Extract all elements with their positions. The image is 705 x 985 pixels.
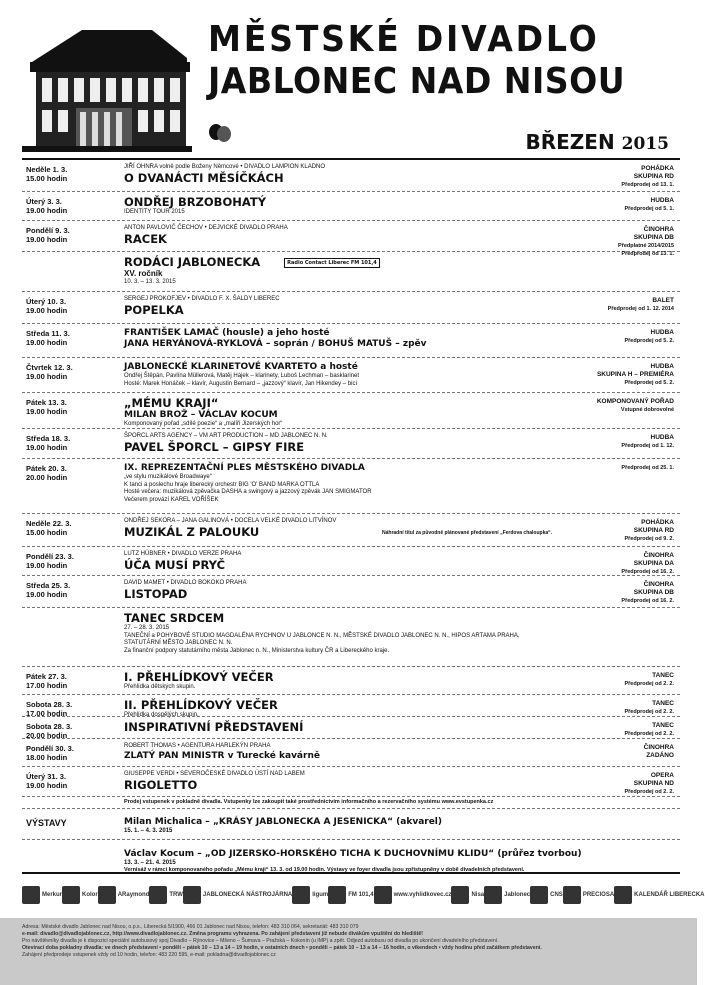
event-row [22, 252, 680, 292]
footer-contacts: e-mail: divadlo@divadlojablonec.cz, http://www.divadlojablonec.cz. Změna programu vyhrazena. Po zahájení představení již nebude divákům vpuštění do hlediště! [22, 931, 423, 937]
event-title [124, 256, 554, 269]
sponsor-name: JABLONECKÁ NÁSTROJÁRNA [202, 892, 293, 898]
event-presale: Předprodej od 1. 12. 2014 [607, 306, 674, 312]
sponsor-mark-icon [530, 886, 548, 904]
event-title [124, 397, 554, 410]
event-title-text: RIGOLETTO [124, 777, 198, 792]
event-group: SKUPINA RD [633, 527, 674, 534]
event-genre: ČINOHRA [643, 552, 674, 559]
event-category [534, 744, 674, 760]
event-genre: TANEC [652, 672, 674, 679]
footer-address: Adresa: Městské divadlo Jablonec nad Nisou, o.p.s., Liberecká 5/1900, 466 01 Jablonec nad Nisou, telefon: 483 310 064, sekretariát: 483 310 079 [22, 924, 359, 930]
event-row [22, 695, 680, 717]
event-presale: Předprodej od 2. 2. [624, 789, 674, 795]
event-date [26, 434, 116, 452]
radio-logo: Radio Contact Liberec FM 101,4 [284, 258, 380, 268]
event-row [22, 576, 680, 608]
event-category [534, 329, 674, 345]
sponsor-logo [149, 886, 183, 904]
sponsor-logo [451, 886, 484, 904]
sponsor-mark-icon [563, 886, 581, 904]
sponsor-name: www.vyhlidkovec.cz [393, 892, 452, 898]
event-date [26, 226, 116, 244]
event-body [124, 671, 554, 692]
sponsor-name: TRW [169, 892, 183, 898]
event-title-text: II. PŘEHLÍDKOVÝ VEČER [124, 698, 278, 712]
event-credit: ANTON PAVLOVIČ ČECHOV • DEJVICKÉ DIVADLO PRAHA [124, 225, 288, 231]
event-row [22, 393, 680, 429]
event-body [124, 463, 554, 504]
sponsor-mark-icon [614, 886, 632, 904]
sponsor-logo [22, 886, 62, 904]
event-title-text: RACEK [124, 231, 167, 246]
sponsor-name: ARaymond [117, 892, 150, 898]
event-detail: Za finanční podpory statutárního města Jablonec n. N., Ministerstva kultury ČR a Libereckého kraje. [124, 647, 390, 654]
event-detail: K tanci a poslechu hraje liberecký orchestr BIG 'O' BAND MARKA OTTLA [124, 481, 320, 488]
footer-hours: Otevírací doba pokladny divadla: ve dnech představení • pondělí – pátek 10 – 13 a 14 – 19 hodin, v ostatních dnech • pondělí – pátek 10 – 13 a 14 – 16 hodin, o víkendech • vždy hodinu před začátkem představení. [22, 945, 542, 951]
sponsor-mark-icon [328, 886, 346, 904]
event-title [124, 304, 554, 317]
event-row [22, 547, 680, 576]
event-credit: SERGEJ PROKOFJEV • DIVADLO F. X. ŠALDY LIBEREC [124, 296, 280, 302]
event-group: SKUPINA DB [633, 589, 674, 596]
event-title [124, 588, 554, 601]
exhibition-2-title: Václav Kocum – „OD JIZERSKO-HORSKÉHO TICHA K DUCHOVNÍMU KLIDU“ (průřez tvorbou) [124, 848, 582, 859]
event-time: 19.00 hodin [26, 206, 68, 215]
program-list [22, 160, 680, 873]
event-time: 19.00 hodin [26, 781, 68, 790]
sponsor-name: Jablonec [504, 892, 531, 898]
event-title [124, 671, 554, 684]
event-date [26, 329, 116, 347]
event-day: Sobota 28. 3. [26, 700, 73, 709]
event-title [124, 559, 554, 572]
event-time: 15.00 hodin [26, 174, 68, 183]
event-time: 19.00 hodin [26, 306, 68, 315]
event-time: 19.00 hodin [26, 235, 68, 244]
exhibition-2-date: 13. 3. – 21. 4. 2015 [124, 859, 176, 866]
event-day: Sobota 28. 3. [26, 722, 73, 731]
event-detail: „ve stylu muzikálové Broadwaye“ [124, 474, 212, 480]
event-date [26, 700, 116, 718]
event-row [22, 459, 680, 514]
event-genre: HUDBA [650, 329, 674, 336]
event-presale: Předprodej od 1. 12. [621, 443, 674, 449]
month-name: BŘEZEN [525, 130, 615, 154]
event-presale: Předprodej od 5. 2. [624, 338, 674, 344]
event-presale: Předprodej od 13. 1. [621, 182, 674, 188]
event-title-text: IX. REPREZENTAČNÍ PLES MĚSTSKÉHO DIVADLA [124, 463, 365, 473]
event-detail: IDENTITY TOUR 2015 [124, 209, 185, 215]
event-category [534, 772, 674, 796]
event-title-text: ONDŘEJ BRZOBOHATÝ [124, 195, 267, 209]
event-day: Úterý 31. 3. [26, 772, 67, 781]
sponsor-mark-icon [62, 886, 80, 904]
event-body [124, 397, 554, 429]
event-genre: TANEC [652, 722, 674, 729]
event-title [124, 172, 554, 185]
event-title [124, 612, 554, 625]
event-credit: DAVID MAMET • DIVADLO BOKOKO PRAHA [124, 580, 247, 586]
event-row [22, 767, 680, 797]
event-title [124, 779, 554, 792]
sponsor-name: FM 101,4 [348, 892, 374, 898]
event-date [26, 744, 116, 762]
event-day: Středa 18. 3. [26, 434, 71, 443]
event-time: 20.00 hodin [26, 473, 68, 482]
event-group: SKUPINA H – PREMIÉRA [596, 371, 674, 378]
sponsor-mark-icon [22, 886, 40, 904]
event-title-text: TANEC SRDCEM [124, 611, 225, 625]
event-category [534, 165, 674, 189]
event-presale: Vstupné dobrovolné [620, 407, 674, 413]
event-note: Náhradní titul za původně plánované představení „Ferdova chaloupka“. [382, 530, 553, 536]
event-title-text: RODÁCI JABLONECKA [124, 255, 261, 269]
event-presale: Předprodej od 5. 1. [624, 206, 674, 212]
ticket-sale-text: Prodej vstupenek v pokladně divadla. Vstupenky lze zakoupit také prostřednictvím informačního a rezervačního systému www.evstupenka.cz [124, 799, 494, 805]
event-row [22, 667, 680, 695]
event-group: SKUPINA DB [633, 234, 674, 241]
footer-bus: Pro návštěvníky divadla je k dispozici speciální autobusový spoj Divadlo – Rýnovice – Mšeno – Šumava – Pražská – Kokonín (u IMP) a zpět. Odjezd autobusu od divadla po ukončení divadelního představení. [22, 938, 499, 944]
event-credit: ŠPORCL ARTS AGENCY – VM ART PRODUCTION – MD JABLONEC N. N. [124, 433, 328, 439]
event-time: 19.00 hodin [26, 590, 68, 599]
sponsor-logo [563, 886, 614, 904]
exhibition-2-note: Vernisáž v rámci komponovaného pořadu „Mému kraji“ 13. 3. od 19.00 hodin. Výstavy ve foyer divadla jsou zpřístupněny v době divadelních představení. [124, 867, 525, 873]
event-title [124, 328, 554, 339]
event-detail: Přehlídka dospělých skupin. [124, 712, 199, 718]
sponsor-logo [614, 886, 704, 904]
event-title-text: ZLATÝ PAN MINISTR v Turecké kavárně [124, 750, 320, 761]
exhibitions-label: VÝSTAVY [26, 818, 67, 828]
sponsor-name: Kolor [82, 892, 98, 898]
event-row [22, 192, 680, 221]
event-body [124, 433, 554, 454]
event-title-text: INSPIRATIVNÍ PŘEDSTAVENÍ [124, 720, 304, 734]
event-title-text: PAVEL ŠPORCL – GIPSY FIRE [124, 439, 305, 454]
event-detail: STATUTÁRNÍ MĚSTO JABLONEC N. N. [124, 640, 233, 646]
sponsor-logo [374, 886, 452, 904]
event-day: Pondělí 30. 3. [26, 744, 74, 753]
event-group: SKUPINA DA [633, 560, 674, 567]
sponsor-mark-icon [183, 886, 201, 904]
event-date [26, 297, 116, 315]
sponsor-name: ligum [312, 892, 329, 898]
event-detail: Večerem provází KAREL VOŘÍŠEK [124, 496, 219, 503]
sponsor-name: Merkur [42, 892, 63, 898]
event-genre: BALET [652, 297, 674, 304]
event-body [124, 164, 554, 185]
event-genre: HUDBA [650, 197, 674, 204]
event-date [26, 165, 116, 183]
event-credit: LUTZ HÜBNER • DIVADLO VERZE PRAHA [124, 551, 242, 557]
sponsor-logo [484, 886, 530, 904]
event-day: Pátek 13. 3. [26, 398, 67, 407]
event-genre: ČINOHRA [643, 581, 674, 588]
event-time: 19.00 hodin [26, 443, 68, 452]
event-genre: HUDBA [650, 434, 674, 441]
event-date [26, 398, 116, 416]
event-category [534, 722, 674, 738]
event-credit: GIUSEPPE VERDI • SEVEROČESKÉ DIVADLO ÚSTÍ NAD LABEM [124, 771, 305, 777]
event-category [534, 581, 674, 605]
event-day: Neděle 1. 3. [26, 165, 68, 174]
event-day: Pátek 27. 3. [26, 672, 67, 681]
event-group: SKUPINA ND [633, 780, 674, 787]
event-presale: Předprodej od 5. 2. [624, 380, 674, 386]
event-category [534, 363, 674, 387]
sponsor-mark-icon [484, 886, 502, 904]
event-time: 20.00 hodin [26, 731, 68, 740]
event-title [124, 233, 554, 246]
event-body [124, 196, 554, 217]
event-genre: OPERA [650, 772, 674, 779]
event-category [534, 700, 674, 716]
event-detail: Ondřej Štěpán, Pavlína Müllerová, Matěj Hájek – klarinety, Luboš Lechman – basklarinet [124, 373, 360, 379]
event-detail: 27. – 28. 3. 2015 [124, 625, 170, 631]
event-presale: Předprodej od 16. 2. [621, 598, 674, 604]
event-title-text: FRANTIŠEK LAMAČ (housle) a jeho hosté [124, 328, 330, 338]
event-title-2: MILAN BROŽ – VÁCLAV KOCUM [124, 410, 278, 420]
event-title [124, 751, 554, 762]
event-category [534, 464, 674, 472]
event-day: Pátek 20. 3. [26, 464, 67, 473]
footer-presale: Zahájení předprodeje vstupenek vždy od 10 hodin, telefon: 483 220 595, e-mail: pokladna@divadlojablonec.cz [22, 952, 276, 958]
event-time: 19.00 hodin [26, 561, 68, 570]
event-row [22, 358, 680, 393]
sponsor-logo [62, 886, 98, 904]
sponsor-logo [328, 886, 373, 904]
event-presale: Předplatné 2014/2015 [618, 243, 674, 249]
sponsor-mark-icon [451, 886, 469, 904]
sponsor-name: CNS [550, 892, 563, 898]
event-time: 17.00 hodin [26, 681, 68, 690]
event-row [22, 717, 680, 739]
event-genre: TANEC [652, 700, 674, 707]
event-date [26, 197, 116, 215]
event-date [26, 519, 116, 537]
sponsors-divider [22, 872, 680, 874]
event-date [26, 772, 116, 790]
theatre-masks-icon [207, 122, 233, 144]
event-presale: Předprodej od 2. 2. [624, 731, 674, 737]
event-body [124, 551, 554, 572]
event-row [22, 292, 680, 324]
event-date [26, 363, 116, 381]
event-row [22, 160, 680, 192]
event-presale: Předprodej od 25. 1. [621, 465, 674, 471]
footer-info [0, 918, 697, 985]
event-body [124, 580, 554, 601]
event-category [534, 398, 674, 414]
event-title-text: ÚČA MUSÍ PRYČ [124, 557, 226, 572]
event-time: 19.00 hodin [26, 338, 68, 347]
event-body [124, 225, 554, 246]
event-detail: TANEČNÍ a POHYBOVÉ STUDIO MAGDALÉNA RYCHNOV U JABLONCE N. N., MĚSTSKÉ DIVADLO JABLONEC N. N., HIPOS ARTAMA PRAHA, [124, 632, 520, 639]
event-body [124, 771, 554, 792]
month-label [525, 130, 669, 154]
event-date [26, 722, 116, 740]
event-body [124, 612, 554, 655]
event-presale: Předprodej od 2. 2. [624, 681, 674, 687]
month-year: 2015 [621, 134, 669, 154]
ticket-sale-note [22, 797, 680, 809]
event-day: Pondělí 23. 3. [26, 552, 74, 561]
event-detail: Komponovaný pořad „sdílé poezie“ a „malíři Jizerských hor“ [124, 421, 283, 427]
event-day: Úterý 10. 3. [26, 297, 67, 306]
sponsors-bar [22, 880, 705, 910]
event-credit: ONDŘEJ SEKORA – JANA GALINOVÁ • DOCELA VELKÉ DIVADLO LITVÍNOV [124, 518, 337, 524]
event-title [124, 362, 554, 373]
event-body [124, 362, 554, 388]
event-genre: HUDBA [650, 363, 674, 370]
event-title [124, 196, 554, 209]
event-row [22, 514, 680, 547]
event-row [22, 221, 680, 257]
event-detail: Přehlídka dětských skupin. [124, 684, 196, 690]
event-time: 17.00 hodin [26, 709, 68, 718]
title-line-1: MĚSTSKÉ DIVADLO [208, 19, 600, 60]
sponsor-mark-icon [292, 886, 310, 904]
event-category [534, 672, 674, 688]
event-time: 18.00 hodin [26, 753, 68, 762]
header [0, 0, 697, 160]
event-detail: Hosté: Marek Honáček – klavír, Augustin Bernard – „jazzový“ klavír, Jan Hikendey – bicí [124, 380, 358, 387]
event-date [26, 552, 116, 570]
event-title-text: O DVANÁCTI MĚSÍČKÁCH [124, 170, 284, 185]
sponsor-logo [292, 886, 328, 904]
event-genre: POHÁDKA [641, 519, 674, 526]
sponsor-name: Nisa [471, 892, 485, 898]
sponsor-logo [183, 886, 292, 904]
event-category [534, 297, 674, 313]
event-body [124, 721, 554, 734]
event-body [124, 743, 554, 762]
event-category [534, 552, 674, 576]
event-group: ZADÁNO [646, 752, 674, 759]
event-day: Pondělí 9. 3. [26, 226, 70, 235]
event-genre: KOMPONOVANÝ POŘAD [596, 398, 674, 405]
event-date [26, 672, 116, 690]
event-title [124, 699, 554, 712]
event-day: Neděle 22. 3. [26, 519, 72, 528]
sponsor-name: KALENDÁŘ LIBERECKA [634, 892, 705, 898]
event-time: 15.00 hodin [26, 528, 68, 537]
event-category [534, 197, 674, 213]
event-title [124, 721, 554, 734]
event-title [124, 441, 554, 454]
event-row [22, 324, 680, 358]
event-detail: XV. ročník [124, 269, 163, 278]
event-category [534, 434, 674, 450]
event-body [124, 256, 554, 287]
event-genre: ČINOHRA [643, 226, 674, 233]
title-line-2: JABLONEC NAD NISOU [208, 61, 626, 102]
event-category [534, 519, 674, 543]
event-day: Úterý 3. 3. [26, 197, 62, 206]
event-genre: ČINOHRA [643, 744, 674, 751]
event-date [26, 464, 116, 482]
event-credit: JIŘÍ OHNRA volně podle Boženy Němcové • DIVADLO LAMPION KLADNO [124, 164, 326, 170]
event-title [124, 463, 554, 474]
event-date [26, 581, 116, 599]
event-day: Středa 11. 3. [26, 329, 70, 338]
event-row [22, 429, 680, 459]
sponsor-logo [98, 886, 150, 904]
event-row [22, 739, 680, 767]
event-title-2: JANA HERYÁNOVÁ-RYKLOVÁ – soprán / BOHUŠ MATUŠ – zpěv [124, 339, 427, 349]
sponsor-mark-icon [374, 886, 392, 904]
event-title-text: MUZIKÁL Z PALOUKU [124, 524, 260, 539]
event-body [124, 328, 554, 350]
sponsor-logo [530, 886, 563, 904]
sponsor-mark-icon [149, 886, 167, 904]
sponsor-name: PRECIOSA [582, 892, 615, 898]
event-group: SKUPINA RD [633, 173, 674, 180]
event-title-text: POPELKA [124, 302, 184, 317]
exhibitions-section [22, 809, 680, 873]
exhibition-1-title: Milan Michalica – „KRÁSY JABLONECKA A JESENICKA“ (akvarel) [124, 817, 443, 827]
event-time: 19.00 hodin [26, 407, 68, 416]
sponsor-mark-icon [98, 886, 116, 904]
event-credit: ROBERT THOMAS • AGENTURA HARLEKÝN PRAHA [124, 743, 271, 749]
event-presale: Předprodej od 2. 2. [624, 709, 674, 715]
theatre-building-logo [22, 22, 192, 152]
event-body [124, 296, 554, 317]
event-day: Čtvrtek 12. 3. [26, 363, 73, 372]
event-presale-2: Předprodej od 13. 1. [621, 251, 674, 257]
event-presale: Předprodej od 9. 2. [624, 536, 674, 542]
event-row [22, 608, 680, 667]
event-title-text: „MÉMU KRAJI“ [124, 396, 219, 410]
exhibition-1-date: 15. 1. – 4. 3. 2015 [124, 828, 173, 834]
event-presale: Předprodej od 16. 2. [621, 569, 674, 575]
exhibitions-body [124, 817, 674, 875]
event-detail: Hosté večera: muzikálová zpěvačka DASHA a swingový a jazzový zpěvák JAN SMIGMATOR [124, 489, 372, 495]
event-day: Středa 25. 3. [26, 581, 71, 590]
event-title-text: I. PŘEHLÍDKOVÝ VEČER [124, 670, 274, 684]
event-title-text: JABLONECKÉ KLARINETOVÉ KVARTETO a hosté [124, 362, 358, 372]
event-detail: 10. 3. – 13. 3. 2015 [124, 279, 176, 285]
event-genre: POHÁDKA [641, 165, 674, 172]
event-time: 19.00 hodin [26, 372, 68, 381]
event-title-text: LISTOPAD [124, 586, 188, 601]
